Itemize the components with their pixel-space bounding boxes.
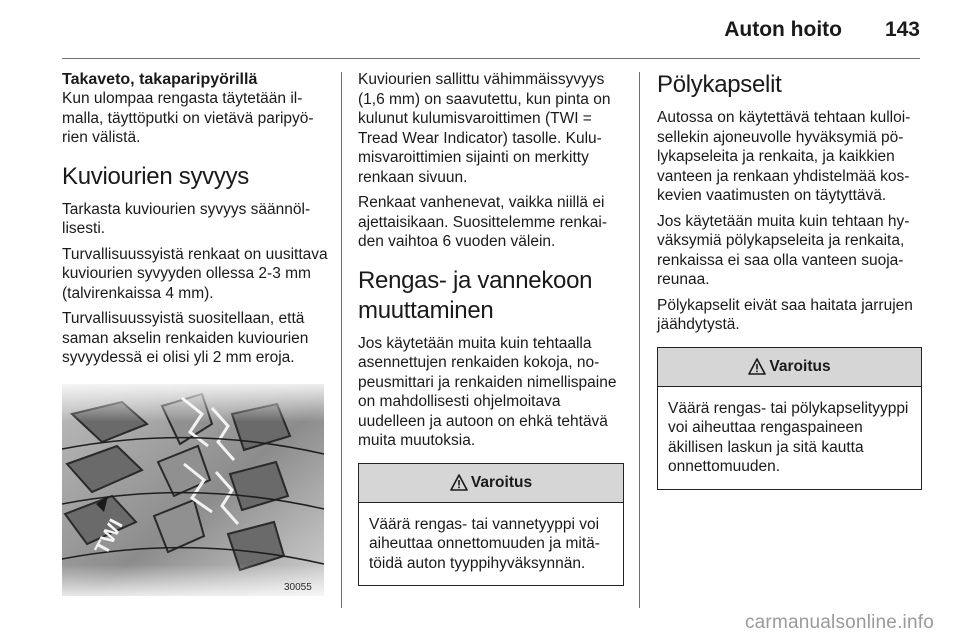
twi-para: Kuviourien sallittu vähimmäissyvyys (1,6 mm) on saavutettu, kun pinta on kulunut kulumisvaroittimen (TWI = Tread Wear Indicator) tasolle. Kulumisvaroittimien sijainti on merkitty renkaan sivuun.	[358, 71, 611, 186]
section-title: Auton hoito	[724, 18, 842, 41]
tire-tread-illustration	[62, 384, 324, 596]
tread-depth-para-3: Turvallisuussyistä suositellaan, että saman akselin renkaiden kuviourien syvyydessä ei olisi yli 2 mm eroja.	[62, 310, 309, 366]
tire-tread-graphic	[62, 384, 324, 596]
warning-box-hubcap	[657, 347, 922, 490]
warning-title: Varoitus	[470, 473, 533, 491]
size-change-para: Jos käytetään muita kuin tehtaalla asennettujen renkaiden kokoja, nopeusmittari ja renkaiden nimellispaine on mahdollisesti ohjelmoitava uudelleen ja autoon on ehkä tehtävä muita muutoksia.	[358, 334, 617, 449]
page-header	[0, 0, 960, 58]
tread-depth-heading: Kuviourien syvyys	[62, 162, 249, 190]
hubcaps-para-3: Pölykapselit eivät saa haitata jarrujen jäähdytystä.	[657, 296, 913, 333]
hubcaps-para-2: Jos käytetään muita kuin tehtaan hyväksymiä pölykapseleita ja renkaita, renkaissa ei saa olla vanteen suojareunaa.	[657, 212, 910, 288]
warning-title: Varoitus	[769, 357, 831, 375]
column-divider-1	[341, 72, 342, 608]
column-2	[358, 70, 624, 586]
warning-triangle-icon	[450, 474, 468, 491]
warning-triangle-icon	[748, 358, 766, 375]
warning-header	[359, 464, 623, 503]
rear-drive-subheading: Takaveto, takaparipyörillä	[62, 71, 258, 88]
tread-depth-para-2: Turvallisuussyistä renkaat on uusittava kuviourien syvyyden ollessa 2-3 mm (talvirenkaissa 4 mm).	[62, 245, 328, 302]
warning-header	[658, 348, 921, 387]
tread-depth-para-1: Tarkasta kuviourien syvyys säännöllisesti.	[62, 200, 311, 237]
site-watermark: carmanualsonline.info	[744, 612, 934, 633]
column-3	[657, 70, 922, 490]
header-divider	[62, 58, 920, 59]
rear-drive-text: Kun ulompaa rengasta täytetään ilmalla, täyttöputki on vietävä paripyörien välistä.	[62, 90, 314, 146]
hubcaps-para-1: Autossa on käytettävä tehtaan kulloisellekin ajoneuvolle hyväksymiä pölykapseleita ja renkaita, ja kaikkien vanteen ja renkaan yhdistelmää koskevien vaatimusten on täytyttävä.	[657, 109, 911, 204]
hubcaps-heading: Pölykapselit	[657, 71, 782, 98]
warning-box-wheel	[358, 463, 624, 587]
warning-text: Väärä rengas- tai vannetyyppi voi aiheuttaa onnettomuuden ja mitätöidä auton tyyppihyväksynnän.	[369, 515, 600, 572]
figure-code: 30055	[284, 581, 312, 593]
column-1	[62, 70, 334, 596]
warning-text: Väärä rengas- tai pölykapselityyppi voi aiheuttaa rengaspaineen äkillisen laskun ja sitä kautta onnettomuuden.	[668, 399, 909, 475]
size-change-heading: Rengas- ja vannekoon muuttaminen	[358, 266, 593, 324]
column-divider-2	[639, 72, 640, 608]
tire-aging-para: Renkaat vanhenevat, vaikka niillä ei ajettaisikaan. Suosittelemme renkaiden vaihtoa 6 vuoden välein.	[358, 194, 607, 250]
page-number: 143	[884, 18, 920, 41]
